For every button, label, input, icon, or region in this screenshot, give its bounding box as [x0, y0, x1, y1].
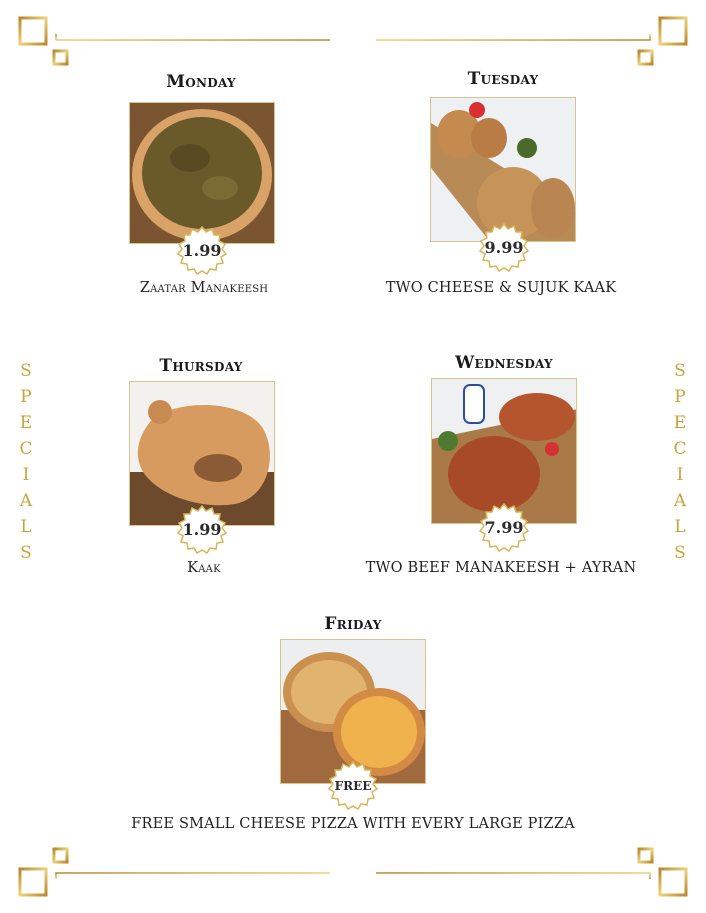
side-label-letter: E — [19, 413, 33, 433]
side-label-letter: P — [20, 387, 32, 407]
price-badge — [176, 225, 228, 277]
side-label-letter: I — [676, 465, 684, 485]
side-label-letter: P — [674, 387, 686, 407]
side-label-letter: L — [674, 517, 686, 537]
item-name-monday: Zaatar Manakeesh — [139, 280, 269, 296]
side-label-letter: S — [20, 543, 32, 563]
item-name-tuesday: TWO CHEESE & SUJUK KAAK — [385, 280, 617, 296]
side-label-letter: S — [20, 361, 32, 381]
price-badge — [478, 222, 530, 274]
day-title-friday: Friday — [324, 614, 382, 634]
side-label-left — [16, 358, 36, 566]
side-label-letter: A — [19, 491, 33, 511]
price-value: 7.99 — [484, 518, 524, 537]
food-photo-zaatar-manakeesh — [129, 102, 275, 244]
price-value: 1.99 — [182, 520, 222, 539]
day-title-tuesday: Tuesday — [467, 69, 539, 89]
side-label-letter: S — [674, 543, 686, 563]
price-badge — [176, 504, 228, 556]
price-badge — [478, 502, 530, 554]
side-label-letter: S — [674, 361, 686, 381]
item-name-friday: FREE SMALL CHEESE PIZZA WITH EVERY LARGE PIZZA — [131, 816, 575, 832]
side-label-letter: L — [20, 517, 32, 537]
price-value: FREE — [334, 779, 372, 793]
price-value: 1.99 — [182, 241, 222, 260]
food-photo-cheese-sujuk-kaak — [430, 97, 576, 242]
price-value: 9.99 — [484, 238, 524, 257]
item-name-thursday: Kaak — [187, 560, 221, 576]
day-title-monday: Monday — [166, 72, 236, 92]
price-badge — [327, 760, 379, 812]
side-label-letter: C — [673, 439, 687, 459]
side-label-right — [670, 358, 690, 566]
side-label-letter: C — [19, 439, 33, 459]
side-label-letter: E — [673, 413, 687, 433]
item-name-wednesday: TWO BEEF MANAKEESH + AYRAN — [365, 560, 637, 576]
day-title-thursday: Thursday — [159, 356, 243, 376]
side-label-letter: A — [673, 491, 687, 511]
side-label-letter: I — [22, 465, 30, 485]
day-title-wednesday: Wednesday — [455, 353, 553, 373]
